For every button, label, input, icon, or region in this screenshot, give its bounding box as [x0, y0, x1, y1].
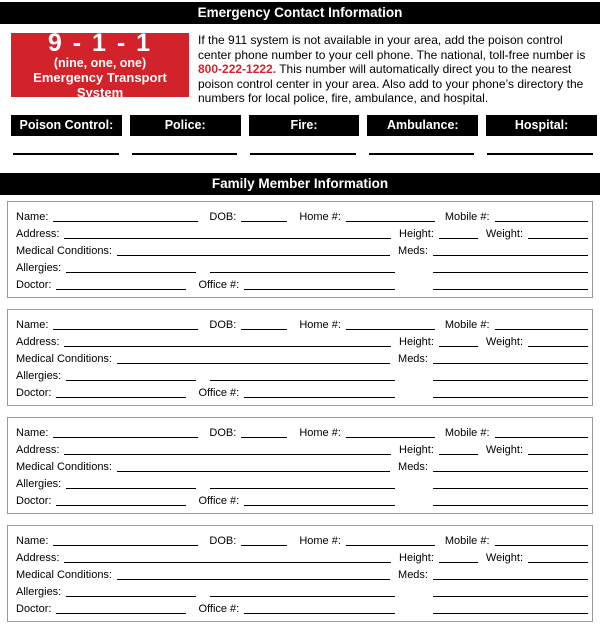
- member-row-medical: [16, 241, 590, 258]
- contact-label-box: [486, 115, 597, 136]
- member-row-address: [16, 440, 590, 457]
- doctor-line[interactable]: [56, 397, 186, 398]
- doctor-label: Doctor:: [16, 278, 52, 291]
- intro-section: [11, 29, 597, 106]
- doctor-line[interactable]: [56, 613, 186, 614]
- allergies-line[interactable]: [66, 272, 196, 273]
- medical-conditions-line[interactable]: [117, 255, 390, 256]
- meds-line[interactable]: [433, 363, 588, 364]
- medical-conditions-label: Medical Conditions:: [16, 244, 112, 257]
- meds-continuation-line-2[interactable]: [433, 613, 588, 614]
- mobile-phone-label: Mobile #:: [444, 318, 490, 331]
- family-member-block: [7, 201, 593, 298]
- contact-label-box: [249, 115, 360, 136]
- allergies-line[interactable]: [66, 380, 196, 381]
- home-phone-line[interactable]: [346, 329, 435, 330]
- dob-line[interactable]: [241, 221, 287, 222]
- contact-label: Fire:: [290, 117, 318, 132]
- mobile-phone-label: Mobile #:: [444, 534, 490, 547]
- family-member-block: [7, 525, 593, 622]
- dob-label: DOB:: [209, 426, 237, 439]
- page-title: Emergency Contact Information: [197, 5, 403, 20]
- instructions-after-phone: This number will automatically direct you to the nearest poison control center in your area. Also add to your phone’s directory the numbers for local police, fire, ambulance, and hospital.: [198, 62, 584, 105]
- meds-line[interactable]: [433, 255, 588, 256]
- office-phone-line[interactable]: [244, 397, 395, 398]
- contact-label: Ambulance:: [387, 117, 459, 132]
- instructions-paragraph: [198, 33, 597, 106]
- weight-label: Weight:: [485, 551, 523, 564]
- name-label: Name:: [16, 534, 49, 547]
- medical-conditions-line[interactable]: [117, 363, 390, 364]
- meds-label: Meds:: [398, 244, 428, 257]
- doctor-line[interactable]: [56, 505, 186, 506]
- member-row-address: [16, 548, 590, 565]
- allergies-continuation-line[interactable]: [210, 488, 395, 489]
- member-row-medical: [16, 565, 590, 582]
- meds-continuation-line[interactable]: [433, 272, 588, 273]
- height-label: Height:: [399, 443, 434, 456]
- member-row-address: [16, 224, 590, 241]
- meds-continuation-line[interactable]: [433, 596, 588, 597]
- medical-conditions-label: Medical Conditions:: [16, 568, 112, 581]
- home-phone-label: Home #:: [299, 534, 341, 547]
- home-phone-line[interactable]: [346, 221, 435, 222]
- allergies-continuation-line[interactable]: [210, 272, 395, 273]
- office-phone-line[interactable]: [244, 289, 395, 290]
- home-phone-label: Home #:: [299, 426, 341, 439]
- 911-caption: Emergency Transport System: [33, 70, 167, 100]
- member-row-allergies: [16, 366, 590, 383]
- home-phone-line[interactable]: [346, 545, 435, 546]
- contact-fill-line[interactable]: [132, 153, 238, 155]
- dob-line[interactable]: [241, 545, 287, 546]
- dob-label: DOB:: [209, 210, 237, 223]
- meds-line[interactable]: [433, 471, 588, 472]
- name-label: Name:: [16, 210, 49, 223]
- office-phone-line[interactable]: [244, 613, 395, 614]
- member-row-allergies: [16, 582, 590, 599]
- family-member-block: [7, 417, 593, 514]
- member-row-doctor: [16, 491, 590, 508]
- family-members-list: [0, 201, 600, 622]
- name-label: Name:: [16, 426, 49, 439]
- meds-label: Meds:: [398, 568, 428, 581]
- contact-fill-line[interactable]: [369, 153, 475, 155]
- address-label: Address:: [16, 227, 60, 240]
- instructions-before-phone: If the 911 system is not available in your area, add the poison control center phone number to your cell phone. The national, toll-free number is: [198, 33, 586, 62]
- meds-continuation-line[interactable]: [433, 488, 588, 489]
- allergies-label: Allergies:: [16, 261, 62, 274]
- meds-label: Meds:: [398, 352, 428, 365]
- member-row-doctor: [16, 383, 590, 400]
- height-label: Height:: [399, 227, 434, 240]
- family-member-block: [7, 309, 593, 406]
- weight-label: Weight:: [485, 335, 523, 348]
- dob-line[interactable]: [241, 329, 287, 330]
- member-row-medical: [16, 457, 590, 474]
- meds-continuation-line-2[interactable]: [433, 289, 588, 290]
- meds-line[interactable]: [433, 579, 588, 580]
- height-line[interactable]: [439, 562, 478, 563]
- member-row-doctor: [16, 275, 590, 292]
- office-phone-label: Office #:: [198, 602, 240, 615]
- dob-label: DOB:: [209, 318, 237, 331]
- allergies-line[interactable]: [66, 596, 196, 597]
- poison-control-phone-number: 800-222-1222.: [198, 62, 277, 76]
- 911-number: 9 - 1 - 1: [47, 29, 153, 57]
- home-phone-label: Home #:: [299, 210, 341, 223]
- mobile-phone-line[interactable]: [495, 221, 588, 222]
- medical-conditions-line[interactable]: [117, 579, 390, 580]
- weight-line[interactable]: [528, 346, 588, 347]
- address-line[interactable]: [64, 346, 391, 347]
- allergies-line[interactable]: [66, 488, 196, 489]
- emergency-contacts-labels-row: [11, 115, 597, 136]
- family-member-header-bar: [0, 173, 600, 195]
- doctor-line[interactable]: [56, 289, 186, 290]
- emergency-contacts-fill-lines: [13, 153, 593, 155]
- member-row-name: [16, 315, 590, 332]
- height-line[interactable]: [439, 454, 478, 455]
- height-label: Height:: [399, 335, 434, 348]
- allergies-label: Allergies:: [16, 585, 62, 598]
- contact-label: Police:: [164, 117, 206, 132]
- medical-conditions-line[interactable]: [117, 471, 390, 472]
- contact-label-box: [130, 115, 241, 136]
- member-row-name: [16, 531, 590, 548]
- contact-label: Poison Control:: [19, 117, 114, 132]
- weight-label: Weight:: [485, 227, 523, 240]
- 911-pronunciation: (nine, one, one): [53, 56, 147, 70]
- name-line[interactable]: [53, 545, 198, 546]
- allergies-label: Allergies:: [16, 369, 62, 382]
- home-phone-line[interactable]: [346, 437, 435, 438]
- doctor-label: Doctor:: [16, 494, 52, 507]
- meds-continuation-line-2[interactable]: [433, 397, 588, 398]
- mobile-phone-line[interactable]: [495, 437, 588, 438]
- meds-continuation-line-2[interactable]: [433, 505, 588, 506]
- home-phone-label: Home #:: [299, 318, 341, 331]
- allergies-continuation-line[interactable]: [210, 596, 395, 597]
- office-phone-label: Office #:: [198, 494, 240, 507]
- contact-label-box: [11, 115, 122, 136]
- office-phone-label: Office #:: [198, 278, 240, 291]
- height-line[interactable]: [439, 346, 478, 347]
- member-row-name: [16, 207, 590, 224]
- mobile-phone-label: Mobile #:: [444, 426, 490, 439]
- doctor-label: Doctor:: [16, 386, 52, 399]
- contact-fill-line[interactable]: [13, 153, 119, 155]
- address-label: Address:: [16, 551, 60, 564]
- emergency-contact-header-bar: [0, 2, 600, 24]
- name-line[interactable]: [53, 437, 198, 438]
- meds-label: Meds:: [398, 460, 428, 473]
- contact-label-box: [367, 115, 478, 136]
- name-label: Name:: [16, 318, 49, 331]
- mobile-phone-line[interactable]: [495, 545, 588, 546]
- mobile-phone-label: Mobile #:: [444, 210, 490, 223]
- dob-label: DOB:: [209, 534, 237, 547]
- contact-fill-line[interactable]: [487, 153, 593, 155]
- member-row-doctor: [16, 599, 590, 616]
- medical-conditions-label: Medical Conditions:: [16, 352, 112, 365]
- allergies-label: Allergies:: [16, 477, 62, 490]
- weight-line[interactable]: [528, 454, 588, 455]
- address-line[interactable]: [64, 238, 391, 239]
- address-label: Address:: [16, 335, 60, 348]
- contact-label: Hospital:: [514, 117, 569, 132]
- name-line[interactable]: [53, 329, 198, 330]
- doctor-label: Doctor:: [16, 602, 52, 615]
- weight-line[interactable]: [528, 238, 588, 239]
- weight-label: Weight:: [485, 443, 523, 456]
- member-row-medical: [16, 349, 590, 366]
- mobile-phone-line[interactable]: [495, 329, 588, 330]
- family-section-title: Family Member Information: [211, 175, 389, 191]
- office-phone-label: Office #:: [198, 386, 240, 399]
- address-label: Address:: [16, 443, 60, 456]
- weight-line[interactable]: [528, 562, 588, 563]
- member-row-allergies: [16, 258, 590, 275]
- dob-line[interactable]: [241, 437, 287, 438]
- medical-conditions-label: Medical Conditions:: [16, 460, 112, 473]
- emergency-911-box: [11, 29, 189, 100]
- member-row-address: [16, 332, 590, 349]
- member-row-name: [16, 423, 590, 440]
- allergies-continuation-line[interactable]: [210, 380, 395, 381]
- address-line[interactable]: [64, 562, 391, 563]
- contact-fill-line[interactable]: [250, 153, 356, 155]
- height-label: Height:: [399, 551, 434, 564]
- office-phone-line[interactable]: [244, 505, 395, 506]
- meds-continuation-line[interactable]: [433, 380, 588, 381]
- name-line[interactable]: [53, 221, 198, 222]
- height-line[interactable]: [439, 238, 478, 239]
- address-line[interactable]: [64, 454, 391, 455]
- member-row-allergies: [16, 474, 590, 491]
